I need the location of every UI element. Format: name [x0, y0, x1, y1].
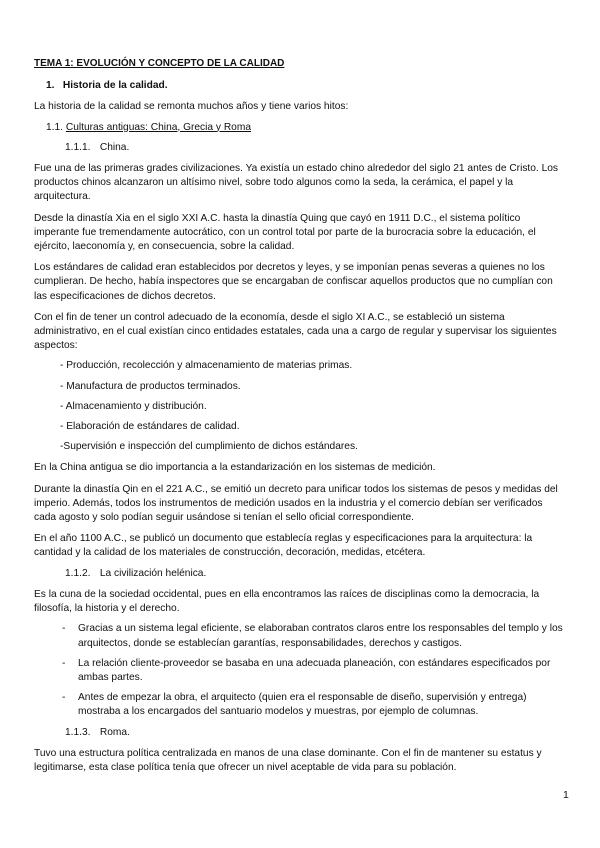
- section-heading: [46, 79, 564, 93]
- subsection-label: Culturas antiguas: China, Grecia y Roma: [65, 121, 251, 133]
- list-item: -Supervisión e inspección del cumplimiento de dichos estándares.: [60, 441, 358, 453]
- subsubsection-label: Roma.: [99, 726, 130, 738]
- document-page: [34, 52, 564, 775]
- paragraph: Con el fin de tener un control adecuado de la economía, desde el siglo XI A.C., se estableció un sistema administrativo, en el cual existían cinco entidades estatales, cada una a cargo de regular y supervisar los siguientes aspectos:: [34, 311, 557, 352]
- dash-list-text: Antes de empezar la obra, el arquitecto (quien era el responsable de diseño, supervisión y entrega) mostraba a los encargados del santuario modelos y muestras, por ejemplo de columnas.: [78, 692, 527, 718]
- subsubsection-number: 1.1.2.: [65, 567, 91, 579]
- list-item: - Almacenamiento y distribución.: [60, 400, 207, 412]
- subsubsection-heading-china: [65, 141, 564, 155]
- section-number: 1.: [46, 80, 55, 92]
- subsubsection-heading-grecia: [65, 567, 564, 581]
- subsubsection-number: 1.1.1.: [65, 141, 91, 153]
- intro-paragraph: La historia de la calidad se remonta muchos años y tiene varios hitos:: [34, 101, 349, 113]
- list-item: - Elaboración de estándares de calidad.: [60, 421, 240, 433]
- paragraph: Tuvo una estructura política centralizada en manos de una clase dominante. Con el fin de mantener su estatus y legitimarse, esta clase política tenía que ofrecer un nivel aceptable de vida para su población.: [34, 747, 542, 773]
- paragraph: Es la cuna de la sociedad occidental, pues en ella encontramos las raíces de disciplinas como la democracia, la filosofía, la historia y el derecho.: [34, 588, 540, 615]
- subsubsection-label: La civilización helénica.: [99, 567, 207, 579]
- section-label: Historia de la calidad.: [62, 80, 168, 92]
- dash-list-text: Gracias a un sistema legal eficiente, se elaboraban contratos claros entre los responsables del templo y los arquitectos, donde se establecían garantías, responsabilidades, derechos y castigos.: [78, 623, 563, 649]
- paragraph: Los estándares de calidad eran establecidos por decretos y leyes, y se imponían penas severas a quienes no los cumplieran. De hecho, había inspectores que se encargaban de confiscar aquellos productos que no cumplían con las especificaciones de dichos decretos.: [34, 262, 553, 302]
- dash-list-text: La relación cliente-proveedor se basaba en una adecuada planeación, con estándares especificados por ambas partes.: [78, 657, 551, 683]
- dash-list-item: - Gracias a un sistema legal eficiente, se elaboraban contratos claros entre los responsables del templo y los arquitectos, donde se establecían garantías, responsabilidades, derechos y castigos.: [62, 623, 563, 649]
- document-title: TEMA 1: EVOLUCIÓN Y CONCEPTO DE LA CALIDAD: [34, 58, 285, 69]
- paragraph: Durante la dinastía Qin en el 221 A.C., se emitió un decreto para unificar todos los sistemas de pesos y medidas del imperio. Además, todos los instrumentos de medición usados en la industria y el comercio debían ser verificados cada agosto y solo podían seguir usándose si tenían el sello oficial correspondiente.: [34, 483, 558, 524]
- dash-list-item: - La relación cliente-proveedor se basaba en una adecuada planeación, con estándares especificados por ambas partes.: [62, 657, 551, 683]
- list-item: - Producción, recolección y almacenamiento de materias primas.: [60, 360, 353, 372]
- paragraph: En la China antigua se dio importancia a la estandarización en los sistemas de medición.: [34, 462, 436, 474]
- subsubsection-heading-roma: [65, 726, 564, 740]
- paragraph: Desde la dinastía Xia en el siglo XXI A.C. hasta la dinastía Quing que cayó en 1911 D.C., el sistema político imperante fue tremendamente autocrático, con un control total por parte de la burocracia sobre la educación, el ejército, laeconomía y, en consecuencia, sobre la calidad.: [34, 212, 536, 253]
- page-number: 1: [563, 789, 569, 801]
- subsection-number: 1.1.: [46, 121, 63, 133]
- dash-list-item: - Antes de empezar la obra, el arquitecto (quien era el responsable de diseño, supervisión y entrega) mostraba a los encargados del santuario modelos y muestras, por ejemplo de columnas.: [62, 692, 527, 718]
- paragraph: En el año 1100 A.C., se publicó un documento que establecía reglas y especificaciones para la arquitectura: la cantidad y la calidad de los materiales de construcción, decoración, medidas, etcétera.: [34, 533, 533, 559]
- subsection-heading: [46, 121, 564, 135]
- paragraph: Fue una de las primeras grades civilizaciones. Ya existía un estado chino alrededor del siglo 21 antes de Cristo. Los productos chinos alcanzaron un altísimo nivel, sobre todo algunos como la seda, la cerámica, el papel y la arquitectura.: [34, 163, 559, 203]
- list-item: - Manufactura de productos terminados.: [60, 380, 241, 392]
- subsubsection-label: China.: [99, 141, 130, 153]
- subsubsection-number: 1.1.3.: [65, 726, 91, 738]
